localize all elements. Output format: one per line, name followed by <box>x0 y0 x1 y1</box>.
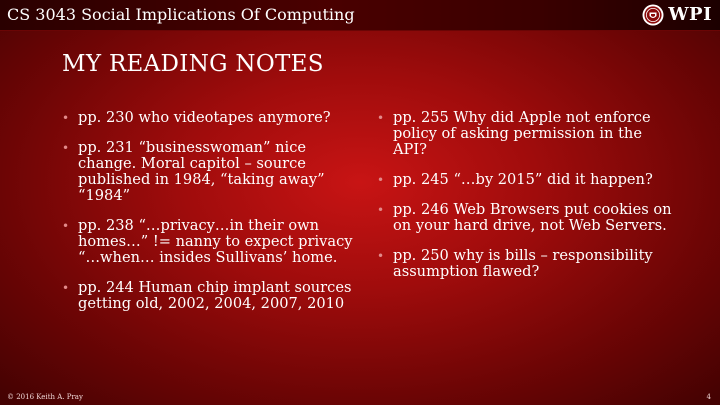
bullet-text: pp. 244 Human chip implant sources getting old, 2002, 2004, 2007, 2010 <box>78 279 352 312</box>
wpi-logo <box>642 2 712 28</box>
course-title: CS 3043 Social Implications Of Computing <box>7 5 355 24</box>
logo-text: WPI <box>668 4 712 25</box>
bullet-icon: • <box>377 111 385 125</box>
list-item <box>377 248 677 280</box>
bullet-text: pp. 231 “businesswoman” nice change. Moral capitol – source published in 1984, “taking away” “1984” <box>78 139 325 204</box>
bullet-icon: • <box>62 141 70 155</box>
bullet-icon: • <box>377 173 385 187</box>
bullet-text: pp. 238 “…privacy…in their own homes…” != nanny to expect privacy “…when… insides Sullivans’ home. <box>78 217 353 266</box>
bullet-icon: • <box>377 249 385 263</box>
list-item <box>377 110 677 158</box>
bullet-icon: • <box>62 219 70 233</box>
bullet-text: pp. 250 why is bills – responsibility assumption flawed? <box>393 247 653 280</box>
left-bullet-list <box>62 110 362 326</box>
list-item <box>62 280 362 312</box>
right-bullet-list <box>377 110 677 294</box>
bullet-text: pp. 246 Web Browsers put cookies on on your hard drive, not Web Servers. <box>393 201 672 234</box>
list-item <box>62 110 362 126</box>
footer-copyright: © 2016 Keith A. Pray <box>7 393 83 401</box>
header-bar <box>0 0 720 31</box>
list-item <box>377 202 677 234</box>
list-item <box>62 140 362 204</box>
slide-title: MY READING NOTES <box>62 51 324 77</box>
bullet-text: pp. 245 “…by 2015” did it happen? <box>393 171 653 188</box>
bullet-icon: • <box>377 203 385 217</box>
slide-number: 4 <box>706 393 711 401</box>
bullet-text: pp. 230 who videotapes anymore? <box>78 109 331 126</box>
bullet-icon: • <box>62 111 70 125</box>
list-item <box>62 218 362 266</box>
bullet-text: pp. 255 Why did Apple not enforce policy of asking permission in the API? <box>393 109 651 158</box>
wpi-seal-icon <box>642 4 664 26</box>
bullet-icon: • <box>62 281 70 295</box>
list-item <box>377 172 677 188</box>
